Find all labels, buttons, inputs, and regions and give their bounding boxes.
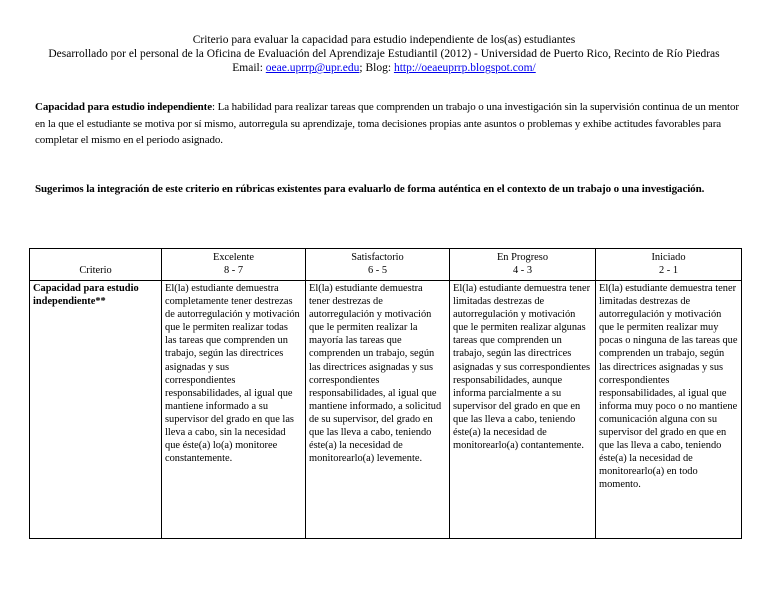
document-header <box>0 33 768 75</box>
level-score: 2 - 1 <box>658 264 679 276</box>
developed-by-line: Desarrollado por el personal de la Oficina de Evaluación del Aprendizaje Estudiantil (2012) - Universidad de Puerto Rico, Recinto de Río Piedras <box>48 48 720 60</box>
descriptor-en-progreso: El(la) estudiante demuestra tener limitadas destrezas de autorregulación y motivación que le permiten realizar algunas tareas que comprenden un trabajo, según las directrices asignadas y sus correspondientes responsabilidades, aunque informa parcialmente a su supervisor del grado en que en que las lleva a cabo, teniendo éste(a) la necesidad de monitorearlo(a) contantemente. <box>450 281 596 539</box>
level-header-excelente <box>162 249 306 281</box>
rubric-row <box>30 281 742 539</box>
rubric-header-row <box>30 249 742 281</box>
criterion-cell: Capacidad para estudio independiente** <box>30 281 162 539</box>
suggestion-paragraph: Sugerimos la integración de este criterio en rúbricas existentes para evaluarlo de forma auténtica en el contexto de un trabajo o una investigación. <box>35 183 705 195</box>
blog-link[interactable]: http://oeaeuprrp.blogspot.com/ <box>393 62 536 74</box>
email-link[interactable]: oeae.uprrp@upr.edu <box>265 62 360 74</box>
level-name: Satisfactorio <box>351 252 404 263</box>
rubric-table <box>29 248 742 539</box>
level-header-iniciado <box>596 249 742 281</box>
definition-text: : La habilidad para realizar tareas que comprenden un trabajo o una investigación sin la supervisión continua de un mentor en la que el estudiante se motiva por sí mismo, autorregula su aprendizaje, toma decisiones propias ante asuntos o problemas y exhibe actitudes favorables para completar el mismo en el periodo asignado. <box>35 101 739 146</box>
level-header-satisfactorio <box>306 249 450 281</box>
contact-line <box>0 61 768 75</box>
descriptor-iniciado: El(la) estudiante demuestra tener limitadas destrezas de autorregulación y motivación que le permiten realizar muy pocas o ninguna de las tareas que comprenden un trabajo, según las directrices asignadas y sus correspondientes responsabilidades, al igual que informa muy poco o no mantiene comunicación alguna con su supervisor del grado en que en que las lleva a cabo, teniendo éste(a) la necesidad de monitorearlo(a) en todo momento. <box>596 281 742 539</box>
email-label: Email: <box>232 62 263 74</box>
descriptor-excelente: El(la) estudiante demuestra completamente tener destrezas de autorregulación y motivación que le permiten realizar todas las tareas que comprenden un trabajo, según las directrices asignadas y sus correspondientes responsabilidades, al igual que mantiene informado a su supervisor del grado en que las lleva a cabo, sin la necesidad que éste(a) lo(a) monitoree constantemente. <box>162 281 306 539</box>
level-name: En Progreso <box>496 252 549 263</box>
document-title: Criterio para evaluar la capacidad para estudio independiente de los(as) estudiantes <box>192 34 576 46</box>
level-score: 4 - 3 <box>512 264 533 276</box>
criterion-header: Criterio <box>30 249 162 281</box>
level-score: 8 - 7 <box>223 264 244 276</box>
level-name: Excelente <box>213 252 254 263</box>
definition-term: Capacidad para estudio independiente <box>35 101 213 113</box>
definition-paragraph <box>35 99 740 149</box>
blog-label: ; Blog: <box>359 62 392 74</box>
descriptor-satisfactorio: El(la) estudiante demuestra tener destrezas de autorregulación y motivación que le permiten realizar la mayoría las tareas que comprenden un trabajo, según las directrices asignadas y sus correspondientes responsabilidades, al igual que mantiene informado, a solicitud de su supervisor, del grado en que las lleva a cabo, teniendo éste(a) la necesidad de monitorearlo(a) levemente. <box>306 281 450 539</box>
level-header-en-progreso <box>450 249 596 281</box>
level-name: Iniciado <box>651 252 686 263</box>
level-score: 6 - 5 <box>367 264 388 276</box>
